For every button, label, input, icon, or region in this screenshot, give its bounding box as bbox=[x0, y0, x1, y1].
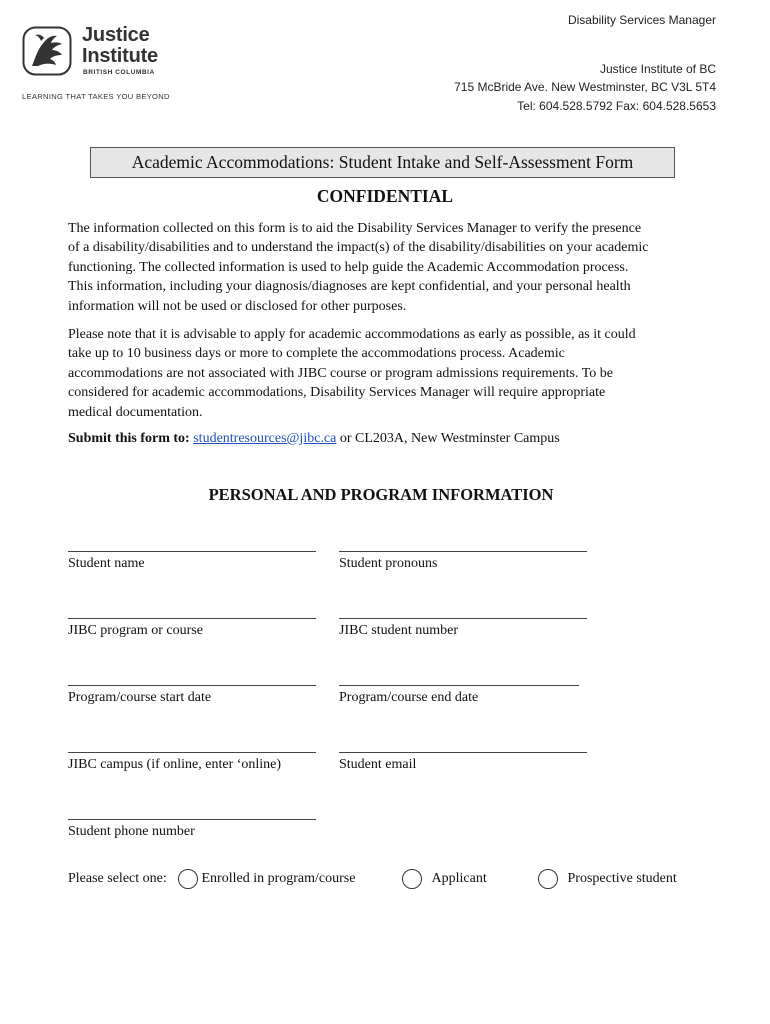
student-pronouns-label: Student pronouns bbox=[339, 556, 438, 571]
header-role: Disability Services Manager bbox=[567, 13, 716, 27]
program-course-label: JIBC program or course bbox=[68, 623, 203, 638]
status-select-group bbox=[68, 864, 748, 890]
student-number-field bbox=[339, 602, 591, 639]
select-prompt: Please select one: bbox=[68, 871, 167, 886]
logo-subtitle: BRITISH COLUMBIA bbox=[83, 69, 155, 76]
header-address: 715 McBride Ave. New Westminster, BC V3L 5T4 bbox=[454, 80, 716, 94]
student-pronouns-input-line[interactable] bbox=[339, 535, 587, 552]
end-date-label: Program/course end date bbox=[339, 690, 479, 705]
student-number-label: JIBC student number bbox=[339, 623, 458, 638]
phone-label: Student phone number bbox=[68, 824, 195, 839]
student-email-field bbox=[339, 736, 591, 773]
radio-enrolled[interactable] bbox=[178, 869, 198, 889]
intro-line: accommodations are not associated with JIBC course or program admissions requirements. To be bbox=[68, 365, 614, 381]
student-number-input-line[interactable] bbox=[339, 602, 587, 619]
phone-input-line[interactable] bbox=[68, 803, 316, 820]
end-date-input-line[interactable] bbox=[339, 669, 579, 686]
radio-applicant[interactable] bbox=[402, 869, 422, 889]
student-name-input-line[interactable] bbox=[68, 535, 316, 552]
logo-tagline: LEARNING THAT TAKES YOU BEYOND bbox=[22, 92, 170, 101]
intro-line: This information, including your diagnosis/diagnoses are kept confidential, and your personal health bbox=[68, 279, 631, 295]
option-applicant-label: Applicant bbox=[431, 871, 487, 886]
start-date-field bbox=[68, 669, 320, 706]
option-enrolled[interactable] bbox=[178, 864, 355, 894]
end-date-field bbox=[339, 669, 591, 706]
option-enrolled-label: Enrolled in program/course bbox=[201, 871, 356, 886]
submit-instructions bbox=[68, 431, 560, 447]
option-prospective-label: Prospective student bbox=[567, 871, 677, 886]
intro-line: The information collected on this form is to aid the Disability Services Manager to verify the presence bbox=[68, 221, 642, 236]
intro-line: medical documentation. bbox=[68, 404, 203, 420]
phone-field bbox=[68, 803, 320, 840]
intro-paragraph-1 bbox=[68, 219, 708, 316]
campus-input-line[interactable] bbox=[68, 736, 316, 753]
submit-label: Submit this form to: bbox=[68, 431, 190, 446]
intro-line: Please note that it is advisable to apply for academic accommodations as early as possible, as it could bbox=[68, 327, 636, 342]
intro-paragraph-2 bbox=[68, 325, 708, 422]
header-phone: Tel: 604.528.5792 Fax: 604.528.5653 bbox=[517, 99, 716, 113]
campus-field bbox=[68, 736, 320, 773]
logo-name-line1: Justice bbox=[82, 24, 150, 46]
student-pronouns-field bbox=[339, 535, 591, 572]
confidential-heading: CONFIDENTIAL bbox=[316, 186, 454, 206]
radio-prospective[interactable] bbox=[538, 869, 558, 889]
program-course-input-line[interactable] bbox=[68, 602, 316, 619]
submit-location: or CL203A, New Westminster Campus bbox=[336, 431, 560, 446]
intro-line: functioning. The collected information is used to help guide the Academic Accommodation process. bbox=[68, 259, 629, 275]
campus-label: JIBC campus (if online, enter ‘online) bbox=[68, 757, 282, 772]
option-prospective[interactable] bbox=[538, 864, 677, 894]
student-email-label: Student email bbox=[339, 757, 417, 772]
student-email-input-line[interactable] bbox=[339, 736, 587, 753]
program-course-field bbox=[68, 602, 320, 639]
intro-line: considered for academic accommodations, Disability Services Manager will require appropriate bbox=[68, 385, 606, 401]
intro-line: of a disability/disabilities and to understand the impact(s) of the disability/disabilities on your academic bbox=[68, 240, 649, 256]
submit-email-link[interactable]: studentresources@jibc.ca bbox=[193, 431, 337, 446]
student-name-label: Student name bbox=[68, 556, 145, 571]
header-org: Justice Institute of BC bbox=[599, 62, 716, 76]
intro-line: information will not be used or disclosed for other purposes. bbox=[68, 298, 407, 314]
eagle-logo-icon bbox=[22, 26, 72, 76]
form-title: Academic Accommodations: Student Intake and Self-Assessment Form bbox=[90, 147, 675, 178]
section-heading: PERSONAL AND PROGRAM INFORMATION bbox=[208, 485, 554, 504]
option-applicant[interactable] bbox=[402, 864, 487, 894]
intro-line: take up to 10 business days or more to complete the accommodations process. Academic bbox=[68, 346, 565, 362]
start-date-label: Program/course start date bbox=[68, 690, 212, 705]
start-date-input-line[interactable] bbox=[68, 669, 316, 686]
justice-institute-logo bbox=[22, 26, 192, 106]
logo-name-line2: Institute bbox=[82, 45, 158, 67]
student-name-field bbox=[68, 535, 320, 572]
